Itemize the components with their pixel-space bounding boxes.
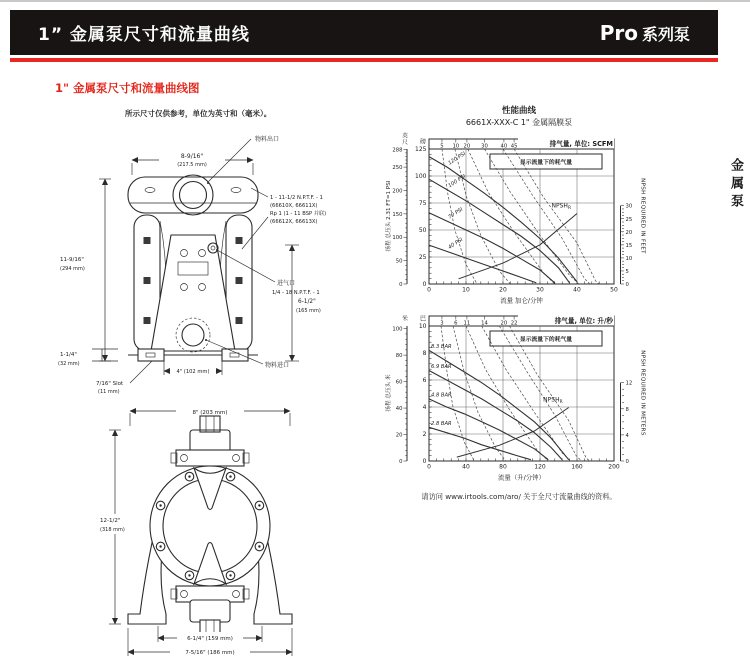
svg-text:15: 15 [625, 242, 633, 249]
pump-front-view-drawing [58, 103, 348, 403]
svg-text:英: 英 [402, 133, 408, 140]
svg-text:250: 250 [392, 165, 403, 172]
flow-chart-metric [383, 308, 655, 490]
svg-text:0: 0 [427, 463, 431, 471]
svg-text:NPSHR: $NPSH_R$ [551, 202, 571, 212]
svg-text:8.3 BAR: 8.3 BAR [431, 343, 452, 350]
svg-text:磅: 磅 [419, 138, 427, 146]
svg-text:40 PSI: 40 PSI [447, 236, 465, 251]
port-models-2: (66612X, 66613X) [270, 219, 318, 225]
svg-text:扬程 总压头 米: 扬程 总压头 米 [386, 374, 392, 412]
svg-text:125: 125 [415, 146, 427, 153]
svg-text:5: 5 [625, 268, 629, 275]
svg-text:50: 50 [610, 286, 618, 294]
svg-text:100: 100 [415, 173, 427, 180]
dimension-note: 所示尺寸仅供参考，单位为英寸和（毫米）。 [125, 109, 272, 118]
svg-text:NPSHR: $NPSH_R$ [543, 396, 563, 406]
svg-text:0: 0 [625, 282, 629, 288]
svg-text:40: 40 [573, 286, 581, 294]
dim-right-height: 6-1/2" [298, 299, 316, 305]
side-body [128, 416, 292, 634]
svg-text:4.8 BAR: 4.8 BAR [431, 392, 452, 399]
series-suffix: 系列泵 [641, 24, 690, 44]
svg-text:米: 米 [401, 315, 409, 323]
air-inlet-callout [216, 249, 320, 296]
svg-text:40: 40 [462, 463, 470, 471]
chart-subtitle: 6661X-XXX-C 1" 金属隔膜泵 [465, 118, 573, 127]
svg-text:0: 0 [422, 458, 427, 465]
dim-side-height: 12-1/2" [100, 518, 121, 524]
svg-text:14: 14 [481, 320, 488, 327]
port-thread-2: Rp 1 (1 - 11 BSP 并联) [270, 211, 327, 217]
svg-text:8: 8 [422, 350, 427, 357]
svg-text:288: 288 [392, 147, 403, 154]
dim-foot-height-mm: (32 mm) [58, 361, 80, 367]
svg-text:30: 30 [481, 143, 488, 150]
svg-text:200: 200 [392, 188, 403, 195]
svg-text:100: 100 [392, 326, 403, 333]
svg-text:40: 40 [500, 143, 508, 150]
svg-text:4: 4 [422, 404, 427, 411]
svg-text:10: 10 [462, 286, 470, 294]
svg-text:3: 3 [440, 320, 444, 327]
slot-mm: (11 mm) [98, 389, 120, 395]
svg-text:10: 10 [625, 255, 633, 262]
svg-text:50: 50 [395, 258, 403, 265]
svg-text:5: 5 [440, 143, 444, 150]
outlet-label: 物料出口 [255, 136, 280, 143]
front-manifold [128, 175, 258, 215]
svg-text:显示流量下的耗气量: 显示流量下的耗气量 [519, 336, 573, 343]
svg-text:80: 80 [395, 353, 403, 360]
front-height-dimension [60, 179, 111, 361]
svg-text:0: 0 [422, 281, 427, 288]
footer-note: 请访问 www.irtools.com/aro/ 关于全尺寸流量曲线的资料。 [421, 492, 617, 501]
front-body [128, 215, 258, 361]
svg-text:50: 50 [418, 227, 427, 234]
dim-base-span: 7-5/16" (186 mm) [185, 650, 235, 656]
air-inlet-label: 进气口 [277, 280, 296, 287]
air-inlet-thread: 1/4 - 18 N.P.T.F. - 1 [272, 290, 320, 296]
port-models-1: (66610X, 66611X) [270, 203, 318, 209]
svg-text:流量（升/分钟）: 流量（升/分钟） [498, 473, 545, 482]
svg-text:160: 160 [571, 463, 583, 471]
page-header [10, 10, 718, 55]
svg-text:10: 10 [418, 323, 427, 330]
svg-text:11: 11 [463, 320, 471, 327]
svg-text:8: 8 [625, 406, 629, 413]
svg-text:尺: 尺 [402, 140, 408, 146]
svg-text:20: 20 [395, 432, 403, 439]
svg-text:6.9 BAR: 6.9 BAR [431, 364, 452, 371]
dim-side-width: 8" (203 mm) [192, 410, 228, 416]
section-title: 1" 金属泵尺寸和流量曲线图 [55, 81, 200, 95]
svg-text:200: 200 [608, 463, 620, 471]
base-width-dimension [164, 361, 222, 376]
dim-height: 11-9/16" [60, 257, 84, 263]
svg-text:12: 12 [625, 380, 633, 387]
dim-foot-height: 1-1/4" [60, 352, 77, 358]
svg-text:25: 25 [418, 254, 427, 261]
page-top-border [0, 0, 750, 2]
svg-text:45: 45 [510, 143, 518, 150]
page-title: 1” 金属泵尺寸和流量曲线 [38, 25, 250, 45]
svg-text:150: 150 [392, 211, 403, 218]
svg-text:NPSH REQUIRED IN METERS: NPSH REQUIRED IN METERS [639, 350, 646, 436]
slot-callout [96, 361, 152, 395]
front-top-width-dimension [132, 151, 253, 175]
svg-text:20: 20 [463, 143, 471, 150]
svg-text:显示流量下的耗气量: 显示流量下的耗气量 [519, 159, 573, 166]
svg-text:30: 30 [625, 203, 633, 210]
svg-text:0: 0 [399, 459, 403, 465]
port-thread-callout [242, 188, 326, 249]
dim-side-height-mm: (318 mm) [100, 527, 125, 533]
side-tab-label: 金属泵 [728, 158, 743, 212]
svg-text:扬程 总压头 2.31 FT=1 PSI: 扬程 总压头 2.31 FT=1 PSI [386, 180, 392, 252]
svg-text:120 PSI: 120 PSI [447, 150, 467, 167]
svg-text:6: 6 [422, 377, 427, 384]
svg-text:2: 2 [422, 431, 427, 438]
chart-title: 性能曲线 [501, 106, 536, 116]
svg-text:流量 加仑/分钟: 流量 加仑/分钟 [500, 296, 543, 305]
svg-text:70 PSI: 70 PSI [447, 206, 465, 221]
port-thread-1: 1 - 11-1/2 N.P.T.F. - 1 [270, 195, 323, 201]
svg-text:25: 25 [625, 216, 633, 223]
svg-text:排气量, 单位: SCFM: 排气量, 单位: SCFM [549, 140, 613, 148]
dim-height-mm: (294 mm) [60, 266, 85, 272]
dim-top-width-mm: (217.5 mm) [177, 162, 207, 168]
dim-right-height-mm: (165 mm) [296, 308, 321, 314]
svg-text:120: 120 [534, 463, 546, 471]
side-height-dimension [99, 430, 130, 624]
flow-chart-imperial [383, 131, 655, 313]
dim-top-width: 8-9/16" [180, 153, 204, 160]
dim-bolt-span: 6-1/4" (159 mm) [187, 636, 233, 642]
svg-text:20: 20 [625, 229, 633, 236]
slot-label: 7/16" Slot [96, 381, 124, 387]
dim-base-width: 4" (102 mm) [176, 369, 210, 375]
svg-text:20: 20 [500, 320, 508, 327]
svg-text:0: 0 [625, 459, 629, 465]
svg-text:100 PSI: 100 PSI [447, 173, 467, 190]
pump-side-view-drawing [100, 398, 325, 660]
svg-text:10: 10 [452, 143, 460, 150]
svg-text:100: 100 [392, 235, 403, 242]
svg-text:20: 20 [499, 286, 507, 294]
series-label [600, 21, 690, 45]
svg-text:60: 60 [395, 379, 403, 386]
header-divider [10, 58, 718, 62]
front-right-height-dimension [285, 245, 321, 361]
svg-text:排气量, 单位: 升/秒: 排气量, 单位: 升/秒 [554, 317, 613, 325]
svg-text:30: 30 [536, 286, 544, 294]
svg-text:40: 40 [395, 406, 403, 413]
inlet-label: 物料进口 [265, 362, 290, 369]
svg-text:0: 0 [427, 286, 431, 294]
svg-text:巴: 巴 [419, 315, 427, 323]
svg-text:2.8 BAR: 2.8 BAR [431, 420, 452, 427]
svg-text:NPSH REQUIRED IN FEET: NPSH REQUIRED IN FEET [639, 178, 646, 254]
series-brand: Pro [599, 20, 638, 45]
svg-text:6: 6 [454, 320, 458, 327]
svg-text:4: 4 [625, 432, 629, 439]
svg-text:80: 80 [499, 463, 507, 471]
svg-text:22: 22 [510, 320, 518, 327]
foot-height-dimension [58, 349, 118, 367]
svg-text:0: 0 [399, 282, 403, 288]
svg-text:75: 75 [418, 200, 427, 207]
